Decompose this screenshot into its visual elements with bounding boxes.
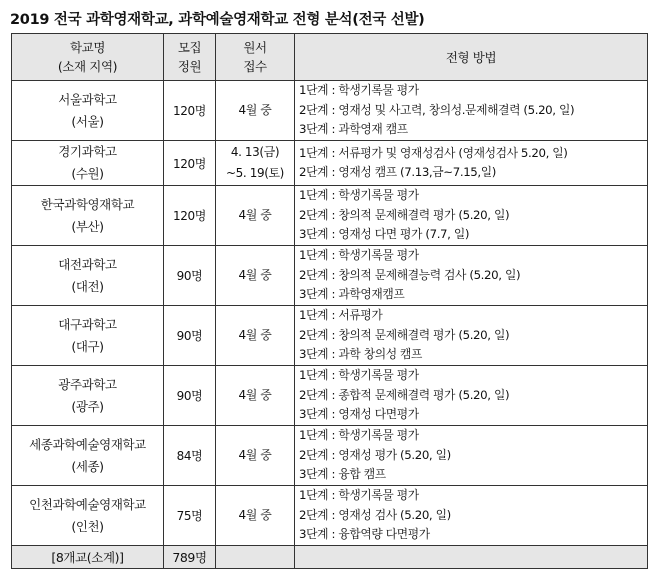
- method-cell: [295, 426, 648, 486]
- capacity-cell: 90명: [164, 306, 216, 366]
- capacity-cell: 120명: [164, 141, 216, 186]
- method-step: 2단계 : 창의적 문제해결력 평가 (5.20, 일): [299, 327, 510, 342]
- method-cell: [295, 141, 648, 186]
- method-step: 1단계 : 학생기록물 평가: [299, 248, 419, 263]
- document-title: 2019 전국 과학영재학교, 과학예술영재학교 전형 분석(전국 선발): [10, 12, 425, 28]
- header-capacity-line2: 정원: [177, 59, 202, 74]
- header-application-line2: 접수: [243, 59, 267, 74]
- capacity-cell: 90명: [164, 246, 216, 306]
- school-name: 경기과학고: [58, 144, 117, 159]
- method-step: 1단계 : 학생기록물 평가: [299, 428, 419, 443]
- school-cell: [12, 306, 164, 366]
- application-text: 4월 중: [238, 268, 272, 282]
- application-cell: [216, 81, 295, 141]
- method-cell: [295, 486, 648, 546]
- table-row: [12, 141, 648, 186]
- summary-blank-method: [295, 546, 648, 569]
- method-step: 1단계 : 서류평가 및 영재성검사 (영재성검사 5.20, 일): [299, 145, 568, 160]
- method-step: 2단계 : 영재성 검사 (5.20, 일): [299, 507, 451, 522]
- school-cell: [12, 426, 164, 486]
- application-text: 4월 중: [238, 448, 272, 462]
- summary-blank-application: [216, 546, 295, 569]
- school-cell: [12, 186, 164, 246]
- school-cell: [12, 81, 164, 141]
- method-step: 1단계 : 학생기록물 평가: [299, 188, 419, 203]
- header-application-line1: 원서: [243, 40, 267, 55]
- method-step: 3단계 : 영재성 다면 평가 (7.7, 일): [299, 227, 470, 242]
- header-application: [216, 34, 295, 81]
- application-cell: [216, 141, 295, 186]
- application-text: 4월 중: [238, 508, 272, 522]
- school-region: (수원): [71, 166, 104, 181]
- method-cell: [295, 186, 648, 246]
- table-row: [12, 306, 648, 366]
- application-text: 4월 중: [238, 328, 272, 342]
- application-cell: [216, 186, 295, 246]
- table-header-row: [12, 34, 648, 81]
- method-step: 3단계 : 융합 캠프: [299, 467, 386, 482]
- method-step: 3단계 : 융합역량 다면평가: [299, 527, 430, 542]
- application-cell: [216, 426, 295, 486]
- school-name: 대전과학고: [58, 256, 117, 272]
- summary-label: [8개교(소계)]: [12, 546, 164, 569]
- school-name: 대구과학고: [58, 316, 117, 332]
- method-step: 3단계 : 영재성 다면평가: [299, 407, 419, 422]
- school-region: (대전): [71, 278, 104, 294]
- header-school-line1: 학교명: [69, 40, 106, 55]
- application-text: 4월 중: [238, 208, 272, 222]
- school-cell: [12, 141, 164, 186]
- school-region: (부산): [71, 218, 104, 234]
- application-cell: [216, 306, 295, 366]
- school-name: 인천과학예술영재학교: [29, 496, 146, 512]
- school-region: (서울): [71, 113, 104, 129]
- header-school: [12, 34, 164, 81]
- method-cell: [295, 81, 648, 141]
- school-name: 한국과학영재학교: [40, 196, 135, 212]
- method-step: 1단계 : 학생기록물 평가: [299, 368, 419, 383]
- header-method: 전형 방법: [295, 34, 648, 81]
- method-step: 3단계 : 과학 창의성 캠프: [299, 347, 423, 362]
- method-step: 2단계 : 영재성 및 사고력, 창의성.문제해결력 (5.20, 일): [299, 102, 575, 117]
- method-step: 1단계 : 학생기록물 평가: [299, 488, 419, 503]
- application-cell: [216, 486, 295, 546]
- school-cell: [12, 486, 164, 546]
- method-step: 3단계 : 과학영재 캠프: [299, 122, 408, 137]
- method-cell: [295, 246, 648, 306]
- application-text: 4월 중: [238, 388, 272, 402]
- school-name: 서울과학고: [58, 91, 117, 107]
- capacity-cell: 75명: [164, 486, 216, 546]
- header-capacity-line1: 모집: [177, 40, 202, 55]
- method-step: 2단계 : 창의적 문제해결능력 검사 (5.20, 일): [299, 267, 521, 282]
- school-cell: [12, 246, 164, 306]
- application-cell: [216, 366, 295, 426]
- header-school-line2: (소재 지역): [57, 59, 118, 74]
- application-text: 4월 중: [238, 103, 272, 117]
- summary-row: [12, 546, 648, 569]
- method-step: 3단계 : 과학영재캠프: [299, 287, 405, 302]
- application-text: ~5. 19(토): [226, 166, 284, 180]
- method-step: 2단계 : 영재성 평가 (5.20, 일): [299, 447, 451, 462]
- method-step: 1단계 : 서류평가: [299, 308, 383, 323]
- table-row: [12, 426, 648, 486]
- school-cell: [12, 366, 164, 426]
- table-row: [12, 81, 648, 141]
- school-region: (세종): [71, 458, 104, 474]
- school-region: (대구): [71, 338, 104, 354]
- capacity-cell: 120명: [164, 186, 216, 246]
- table-row: [12, 186, 648, 246]
- table-body: [12, 81, 648, 546]
- application-cell: [216, 246, 295, 306]
- school-region: (인천): [71, 518, 104, 534]
- school-name: 광주과학고: [58, 376, 117, 392]
- table-row: [12, 366, 648, 426]
- capacity-cell: 120명: [164, 81, 216, 141]
- summary-capacity: 789명: [164, 546, 216, 569]
- method-step: 2단계 : 종합적 문제해결력 평가 (5.20, 일): [299, 387, 510, 402]
- method-step: 1단계 : 학생기록물 평가: [299, 83, 419, 98]
- method-cell: [295, 366, 648, 426]
- capacity-cell: 84명: [164, 426, 216, 486]
- table-row: [12, 246, 648, 306]
- application-text: 4. 13(금): [230, 145, 280, 159]
- method-cell: [295, 306, 648, 366]
- capacity-cell: 90명: [164, 366, 216, 426]
- school-name: 세종과학예술영재학교: [29, 436, 146, 452]
- table-row: [12, 486, 648, 546]
- school-region: (광주): [71, 398, 104, 414]
- header-capacity: [164, 34, 216, 81]
- method-step: 2단계 : 창의적 문제해결력 평가 (5.20, 일): [299, 207, 510, 222]
- admission-table: [11, 33, 648, 569]
- method-step: 2단계 : 영재성 캠프 (7.13,금~7.15,일): [299, 165, 496, 179]
